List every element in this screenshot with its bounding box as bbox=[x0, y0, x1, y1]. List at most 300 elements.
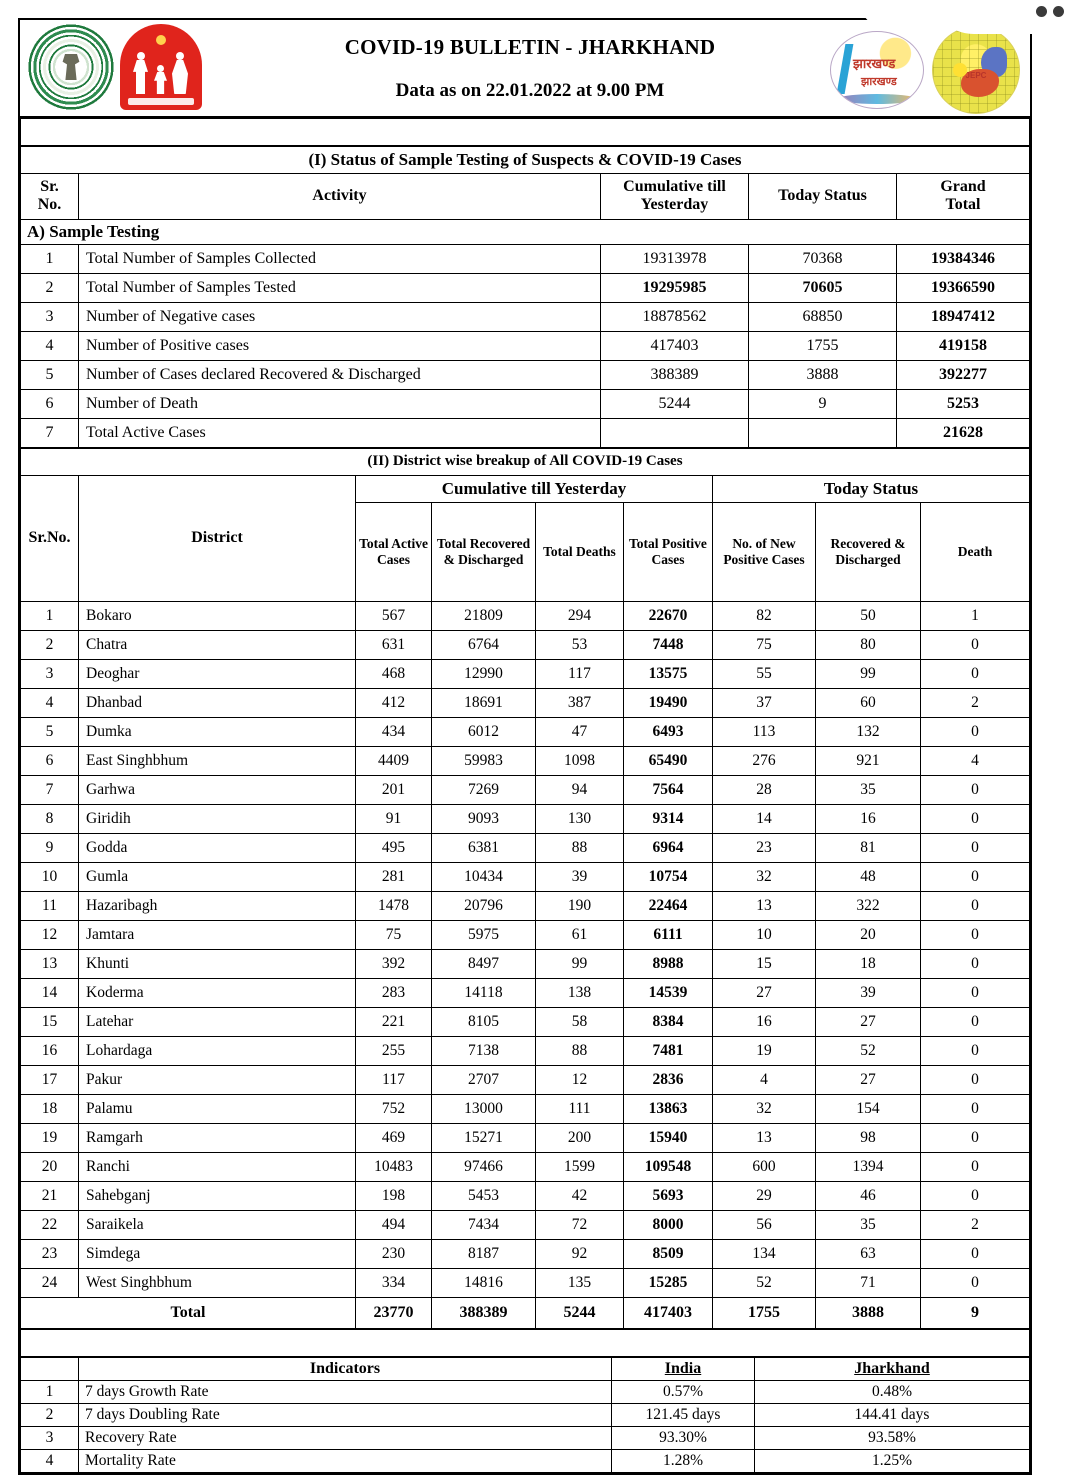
table-row bbox=[21, 389, 1030, 418]
cell-district: Deoghar bbox=[79, 659, 356, 688]
cell-death: 0 bbox=[921, 1239, 1030, 1268]
cell-srno: 3 bbox=[21, 1426, 79, 1449]
cell-jharkhand-value: 93.58% bbox=[755, 1426, 1030, 1449]
cell-total-active: 281 bbox=[356, 862, 432, 891]
cell-total-recovered: 7269 bbox=[432, 775, 536, 804]
district-total-row bbox=[21, 1297, 1030, 1328]
col-header-india bbox=[612, 1357, 755, 1380]
cell-new-positive: 134 bbox=[713, 1239, 816, 1268]
cell-srno: 10 bbox=[21, 862, 79, 891]
cell-death: 0 bbox=[921, 862, 1030, 891]
table-row bbox=[21, 775, 1030, 804]
col-header-grand-total bbox=[897, 174, 1030, 220]
cell-today bbox=[749, 418, 897, 447]
cell-total-active: 23770 bbox=[356, 1297, 432, 1328]
cell-new-positive: 16 bbox=[713, 1007, 816, 1036]
cell-new-positive: 19 bbox=[713, 1036, 816, 1065]
cell-total-recovered: 8497 bbox=[432, 949, 536, 978]
cell-new-positive: 56 bbox=[713, 1210, 816, 1239]
cell-death: 0 bbox=[921, 949, 1030, 978]
cell-recovered-discharged: 35 bbox=[816, 775, 921, 804]
col-header-srno bbox=[21, 174, 79, 220]
cell-district: Ramgarh bbox=[79, 1123, 356, 1152]
cell-recovered-discharged: 154 bbox=[816, 1094, 921, 1123]
cell-total-positive: 13863 bbox=[624, 1094, 713, 1123]
indicator-spacer-table bbox=[20, 1329, 1030, 1357]
cell-total-active: 469 bbox=[356, 1123, 432, 1152]
cell-total-positive: 15285 bbox=[624, 1268, 713, 1297]
cell-new-positive: 13 bbox=[713, 1123, 816, 1152]
cell-activity: Number of Cases declared Recovered & Discharged bbox=[79, 360, 601, 389]
cell-today: 9 bbox=[749, 389, 897, 418]
india-header-underline: India bbox=[664, 1359, 702, 1377]
cell-death: 2 bbox=[921, 1210, 1030, 1239]
cell-total-deaths: 47 bbox=[536, 717, 624, 746]
table-row bbox=[21, 601, 1030, 630]
col-header-district-srno: Sr.No. bbox=[21, 475, 79, 601]
cell-total-deaths: 387 bbox=[536, 688, 624, 717]
table-row bbox=[21, 1426, 1030, 1449]
cell-new-positive: 75 bbox=[713, 630, 816, 659]
cell-new-positive: 32 bbox=[713, 1094, 816, 1123]
cell-srno: 4 bbox=[21, 331, 79, 360]
cell-total-recovered: 6764 bbox=[432, 630, 536, 659]
cell-total-new-positive: 1755 bbox=[713, 1297, 816, 1328]
cell-recovered-discharged: 81 bbox=[816, 833, 921, 862]
cell-cumulative bbox=[601, 418, 749, 447]
cell-total-positive: 6964 bbox=[624, 833, 713, 862]
table-row bbox=[21, 1152, 1030, 1181]
cell-total-deaths: 200 bbox=[536, 1123, 624, 1152]
cell-new-positive: 32 bbox=[713, 862, 816, 891]
cell-srno: 21 bbox=[21, 1181, 79, 1210]
cell-srno: 11 bbox=[21, 891, 79, 920]
cell-total-active: 230 bbox=[356, 1239, 432, 1268]
section1-title-row bbox=[21, 147, 1030, 174]
cell-jharkhand-value: 144.41 days bbox=[755, 1403, 1030, 1426]
cell-total-recovered: 21809 bbox=[432, 601, 536, 630]
cell-total-positive: 8988 bbox=[624, 949, 713, 978]
cell-total-positive: 8000 bbox=[624, 1210, 713, 1239]
table-row bbox=[21, 1380, 1030, 1403]
cell-recovered-discharged: 48 bbox=[816, 862, 921, 891]
cell-total-active: 198 bbox=[356, 1181, 432, 1210]
cell-recovered-discharged: 71 bbox=[816, 1268, 921, 1297]
cell-srno: 5 bbox=[21, 360, 79, 389]
cell-total-recovered: 59983 bbox=[432, 746, 536, 775]
cell-cumulative: 5244 bbox=[601, 389, 749, 418]
overflow-menu-dots-icon[interactable] bbox=[1036, 6, 1064, 17]
cell-total-active: 752 bbox=[356, 1094, 432, 1123]
cell-new-positive: 55 bbox=[713, 659, 816, 688]
table-row bbox=[21, 949, 1030, 978]
table-row bbox=[21, 1268, 1030, 1297]
table-row bbox=[21, 1449, 1030, 1472]
cell-recovered-discharged: 20 bbox=[816, 920, 921, 949]
cell-death: 0 bbox=[921, 833, 1030, 862]
cell-total-deaths: 58 bbox=[536, 1007, 624, 1036]
cell-total-recovered: 6012 bbox=[432, 717, 536, 746]
cell-death: 0 bbox=[921, 920, 1030, 949]
cell-district: Chatra bbox=[79, 630, 356, 659]
cell-total-deaths: 1599 bbox=[536, 1152, 624, 1181]
cell-srno: 5 bbox=[21, 717, 79, 746]
cell-indicator: Recovery Rate bbox=[79, 1426, 612, 1449]
col-header-cumulative bbox=[601, 174, 749, 220]
cell-srno: 6 bbox=[21, 746, 79, 775]
cell-activity: Number of Negative cases bbox=[79, 302, 601, 331]
cell-new-positive: 15 bbox=[713, 949, 816, 978]
jharkhand-globe-emblem-icon bbox=[932, 26, 1020, 114]
cell-total-positive: 22464 bbox=[624, 891, 713, 920]
cell-today: 70605 bbox=[749, 273, 897, 302]
group-header-cumulative: Cumulative till Yesterday bbox=[356, 475, 713, 502]
cell-recovered-discharged: 27 bbox=[816, 1065, 921, 1094]
cell-new-positive: 29 bbox=[713, 1181, 816, 1210]
cell-total-recovered: 388389 bbox=[432, 1297, 536, 1328]
cell-srno: 12 bbox=[21, 920, 79, 949]
cell-jharkhand-value: 0.48% bbox=[755, 1380, 1030, 1403]
col-header-jharkhand bbox=[755, 1357, 1030, 1380]
cell-total-active: 495 bbox=[356, 833, 432, 862]
cell-total-recovered: 9093 bbox=[432, 804, 536, 833]
cell-india-value: 0.57% bbox=[612, 1380, 755, 1403]
cell-district: Bokaro bbox=[79, 601, 356, 630]
cell-total-recovered: 8105 bbox=[432, 1007, 536, 1036]
cell-total-positive: 7481 bbox=[624, 1036, 713, 1065]
cell-total-death: 9 bbox=[921, 1297, 1030, 1328]
cell-total-active: 283 bbox=[356, 978, 432, 1007]
cell-total-recovered: 10434 bbox=[432, 862, 536, 891]
cell-total-recovered: 7138 bbox=[432, 1036, 536, 1065]
cell-total-positive: 9314 bbox=[624, 804, 713, 833]
cell-total-recovered: 2707 bbox=[432, 1065, 536, 1094]
cell-recovered-discharged: 16 bbox=[816, 804, 921, 833]
table-row bbox=[21, 1036, 1030, 1065]
col-header-total-positive-cases: Total Positive Cases bbox=[624, 502, 713, 601]
cell-grand-total: 19384346 bbox=[897, 244, 1030, 273]
cell-recovered-discharged: 35 bbox=[816, 1210, 921, 1239]
cell-new-positive: 600 bbox=[713, 1152, 816, 1181]
cell-srno: 20 bbox=[21, 1152, 79, 1181]
cell-district: Simdega bbox=[79, 1239, 356, 1268]
cell-total-deaths: 61 bbox=[536, 920, 624, 949]
cell-total-recovered-discharged: 3888 bbox=[816, 1297, 921, 1328]
cell-death: 0 bbox=[921, 717, 1030, 746]
spacer-row-2 bbox=[21, 1329, 1030, 1356]
group-label-sample-testing: A) Sample Testing bbox=[21, 219, 1030, 244]
cell-total-positive: 109548 bbox=[624, 1152, 713, 1181]
table-row bbox=[21, 659, 1030, 688]
cell-total-active: 434 bbox=[356, 717, 432, 746]
cell-total-positive: 8509 bbox=[624, 1239, 713, 1268]
col-header-total-active-cases: Total Active Cases bbox=[356, 502, 432, 601]
spacer-row bbox=[21, 119, 1030, 146]
table-row bbox=[21, 804, 1030, 833]
cell-total-deaths: 130 bbox=[536, 804, 624, 833]
cell-district: Khunti bbox=[79, 949, 356, 978]
header-spacer-table bbox=[20, 118, 1030, 146]
col-header-today-status: Today Status bbox=[749, 174, 897, 220]
cell-total-deaths: 117 bbox=[536, 659, 624, 688]
cell-srno: 1 bbox=[21, 601, 79, 630]
cell-srno: 3 bbox=[21, 302, 79, 331]
cell-district: Hazaribagh bbox=[79, 891, 356, 920]
cell-total-deaths: 5244 bbox=[536, 1297, 624, 1328]
cell-total-active: 412 bbox=[356, 688, 432, 717]
cell-total-deaths: 135 bbox=[536, 1268, 624, 1297]
cell-total-recovered: 7434 bbox=[432, 1210, 536, 1239]
cell-total-recovered: 14118 bbox=[432, 978, 536, 1007]
cell-srno: 22 bbox=[21, 1210, 79, 1239]
cell-total-positive: 6493 bbox=[624, 717, 713, 746]
table-row bbox=[21, 1403, 1030, 1426]
cell-new-positive: 4 bbox=[713, 1065, 816, 1094]
cell-cumulative: 18878562 bbox=[601, 302, 749, 331]
cell-death: 0 bbox=[921, 1065, 1030, 1094]
cell-total-recovered: 12990 bbox=[432, 659, 536, 688]
table-row bbox=[21, 302, 1030, 331]
cell-total-positive: 22670 bbox=[624, 601, 713, 630]
cell-recovered-discharged: 46 bbox=[816, 1181, 921, 1210]
cell-total-recovered: 97466 bbox=[432, 1152, 536, 1181]
cell-district: Dhanbad bbox=[79, 688, 356, 717]
cell-district: Pakur bbox=[79, 1065, 356, 1094]
col-header-grand-line1: Grand bbox=[940, 178, 986, 195]
cell-death: 0 bbox=[921, 1152, 1030, 1181]
cell-srno: 1 bbox=[21, 244, 79, 273]
table-row bbox=[21, 688, 1030, 717]
indicators-body bbox=[21, 1380, 1030, 1472]
cell-total-positive: 7564 bbox=[624, 775, 713, 804]
cell-district: Ranchi bbox=[79, 1152, 356, 1181]
cell-district: East Singhbhum bbox=[79, 746, 356, 775]
cell-total-deaths: 294 bbox=[536, 601, 624, 630]
cell-srno: 8 bbox=[21, 804, 79, 833]
cell-grand-total: 18947412 bbox=[897, 302, 1030, 331]
cell-srno: 7 bbox=[21, 418, 79, 447]
data-timestamp: Data as on 22.01.2022 at 9.00 PM bbox=[395, 79, 665, 101]
table-row bbox=[21, 273, 1030, 302]
cell-total-deaths: 1098 bbox=[536, 746, 624, 775]
cell-recovered-discharged: 98 bbox=[816, 1123, 921, 1152]
cell-recovered-discharged: 1394 bbox=[816, 1152, 921, 1181]
table-row bbox=[21, 1123, 1030, 1152]
col-header-srno-line1: Sr. bbox=[40, 178, 59, 195]
cell-srno: 9 bbox=[21, 833, 79, 862]
cell-srno: 16 bbox=[21, 1036, 79, 1065]
table-row bbox=[21, 717, 1030, 746]
cell-total-positive: 5693 bbox=[624, 1181, 713, 1210]
table-row bbox=[21, 862, 1030, 891]
cell-new-positive: 113 bbox=[713, 717, 816, 746]
cell-total-active: 392 bbox=[356, 949, 432, 978]
cell-total-deaths: 88 bbox=[536, 833, 624, 862]
sample-testing-group-row bbox=[21, 219, 1030, 244]
cell-total-positive: 2836 bbox=[624, 1065, 713, 1094]
table-row bbox=[21, 1181, 1030, 1210]
table-row bbox=[21, 630, 1030, 659]
col-header-cumulative-line2: Yesterday bbox=[640, 196, 709, 214]
cell-srno: 15 bbox=[21, 1007, 79, 1036]
globe-logo-text: JEPC bbox=[965, 71, 987, 80]
spacer-cell bbox=[21, 119, 1030, 146]
cell-district: Gumla bbox=[79, 862, 356, 891]
col-header-indicators: Indicators bbox=[79, 1357, 612, 1380]
cell-activity: Total Number of Samples Tested bbox=[79, 273, 601, 302]
cell-indicator: Mortality Rate bbox=[79, 1449, 612, 1472]
cell-district: Lohardaga bbox=[79, 1036, 356, 1065]
cell-new-positive: 23 bbox=[713, 833, 816, 862]
cell-total-deaths: 12 bbox=[536, 1065, 624, 1094]
col-header-recovered-discharged: Recovered & Discharged bbox=[816, 502, 921, 601]
cell-district: Koderma bbox=[79, 978, 356, 1007]
cell-srno: 17 bbox=[21, 1065, 79, 1094]
section2-title: (II) District wise breakup of All COVID-19 Cases bbox=[21, 448, 1030, 475]
swachh-jharkhand-logo-icon bbox=[830, 31, 924, 109]
cell-total-active: 468 bbox=[356, 659, 432, 688]
cell-district: Godda bbox=[79, 833, 356, 862]
cell-total-deaths: 72 bbox=[536, 1210, 624, 1239]
cell-activity: Total Active Cases bbox=[79, 418, 601, 447]
cell-death: 2 bbox=[921, 688, 1030, 717]
cell-total-recovered: 5453 bbox=[432, 1181, 536, 1210]
cell-srno: 2 bbox=[21, 273, 79, 302]
cell-district: Jamtara bbox=[79, 920, 356, 949]
cell-recovered-discharged: 63 bbox=[816, 1239, 921, 1268]
cell-new-positive: 52 bbox=[713, 1268, 816, 1297]
cell-srno: 14 bbox=[21, 978, 79, 1007]
cell-death: 0 bbox=[921, 1094, 1030, 1123]
cell-today: 1755 bbox=[749, 331, 897, 360]
table-row bbox=[21, 746, 1030, 775]
cell-indicator: 7 days Growth Rate bbox=[79, 1380, 612, 1403]
cell-death: 0 bbox=[921, 1007, 1030, 1036]
cell-total-positive: 19490 bbox=[624, 688, 713, 717]
cell-recovered-discharged: 921 bbox=[816, 746, 921, 775]
cell-total-deaths: 42 bbox=[536, 1181, 624, 1210]
cell-total-active: 10483 bbox=[356, 1152, 432, 1181]
cell-recovered-discharged: 322 bbox=[816, 891, 921, 920]
cell-total-positive: 15940 bbox=[624, 1123, 713, 1152]
spacer-cell-2 bbox=[21, 1329, 1030, 1356]
cell-death: 0 bbox=[921, 1036, 1030, 1065]
cell-recovered-discharged: 18 bbox=[816, 949, 921, 978]
table-row bbox=[21, 360, 1030, 389]
cell-india-value: 1.28% bbox=[612, 1449, 755, 1472]
table-row bbox=[21, 1210, 1030, 1239]
cell-death: 0 bbox=[921, 1181, 1030, 1210]
cell-total-label: Total bbox=[21, 1297, 356, 1328]
cell-death: 0 bbox=[921, 630, 1030, 659]
cell-srno: 19 bbox=[21, 1123, 79, 1152]
section2-group-header-row bbox=[21, 475, 1030, 502]
cell-total-active: 75 bbox=[356, 920, 432, 949]
cell-death: 0 bbox=[921, 891, 1030, 920]
cell-district: Palamu bbox=[79, 1094, 356, 1123]
cell-new-positive: 82 bbox=[713, 601, 816, 630]
col-header-cumulative-line1: Cumulative till bbox=[623, 178, 726, 195]
cell-total-positive: 13575 bbox=[624, 659, 713, 688]
cell-cumulative: 19295985 bbox=[601, 273, 749, 302]
indicators-table bbox=[20, 1357, 1030, 1473]
cell-today: 70368 bbox=[749, 244, 897, 273]
cell-new-positive: 276 bbox=[713, 746, 816, 775]
cell-death: 4 bbox=[921, 746, 1030, 775]
cell-activity: Total Number of Samples Collected bbox=[79, 244, 601, 273]
cell-total-active: 255 bbox=[356, 1036, 432, 1065]
cell-new-positive: 37 bbox=[713, 688, 816, 717]
cell-total-deaths: 53 bbox=[536, 630, 624, 659]
cell-total-positive: 65490 bbox=[624, 746, 713, 775]
cell-recovered-discharged: 99 bbox=[816, 659, 921, 688]
cell-cumulative: 417403 bbox=[601, 331, 749, 360]
cell-today: 68850 bbox=[749, 302, 897, 331]
table-row bbox=[21, 1007, 1030, 1036]
cell-death: 0 bbox=[921, 1123, 1030, 1152]
document-frame bbox=[18, 18, 1032, 1475]
cell-indicator: 7 days Doubling Rate bbox=[79, 1403, 612, 1426]
cell-total-recovered: 15271 bbox=[432, 1123, 536, 1152]
cell-total-recovered: 20796 bbox=[432, 891, 536, 920]
document-header bbox=[20, 20, 1030, 118]
cell-total-positive: 8384 bbox=[624, 1007, 713, 1036]
cell-srno: 24 bbox=[21, 1268, 79, 1297]
cell-recovered-discharged: 27 bbox=[816, 1007, 921, 1036]
cell-activity: Number of Death bbox=[79, 389, 601, 418]
cell-recovered-discharged: 50 bbox=[816, 601, 921, 630]
jharkhand-government-emblem-icon bbox=[28, 24, 114, 110]
cell-total-recovered: 6381 bbox=[432, 833, 536, 862]
cell-india-value: 121.45 days bbox=[612, 1403, 755, 1426]
cell-total-positive: 7448 bbox=[624, 630, 713, 659]
section2-title-row bbox=[21, 448, 1030, 475]
sample-testing-body bbox=[21, 244, 1030, 447]
cell-total-recovered: 13000 bbox=[432, 1094, 536, 1123]
table-row bbox=[21, 833, 1030, 862]
cell-death: 1 bbox=[921, 601, 1030, 630]
cell-total-active: 567 bbox=[356, 601, 432, 630]
cell-total-deaths: 99 bbox=[536, 949, 624, 978]
table-row bbox=[21, 1065, 1030, 1094]
cell-death: 0 bbox=[921, 659, 1030, 688]
cell-total-positive: 14539 bbox=[624, 978, 713, 1007]
col-header-grand-line2: Total bbox=[945, 196, 981, 214]
cell-district: Latehar bbox=[79, 1007, 356, 1036]
table-row bbox=[21, 1094, 1030, 1123]
col-header-total-recovered-discharged: Total Recovered & Discharged bbox=[432, 502, 536, 601]
cell-total-recovered: 8187 bbox=[432, 1239, 536, 1268]
jharkhand-logo-text-2: झारखण्ड bbox=[861, 76, 897, 88]
cell-death: 0 bbox=[921, 978, 1030, 1007]
cell-today: 3888 bbox=[749, 360, 897, 389]
cell-srno: 1 bbox=[21, 1380, 79, 1403]
cell-india-value: 93.30% bbox=[612, 1426, 755, 1449]
cell-district: Saraikela bbox=[79, 1210, 356, 1239]
cell-total-active: 4409 bbox=[356, 746, 432, 775]
group-header-today: Today Status bbox=[713, 475, 1030, 502]
cell-srno: 4 bbox=[21, 688, 79, 717]
jharkhand-logo-text-1: झारखण्ड bbox=[853, 56, 896, 71]
table-row bbox=[21, 1239, 1030, 1268]
table-row bbox=[21, 331, 1030, 360]
col-header-new-positive-cases: No. of New Positive Cases bbox=[713, 502, 816, 601]
cell-death: 0 bbox=[921, 804, 1030, 833]
cell-total-positive: 6111 bbox=[624, 920, 713, 949]
cell-grand-total: 19366590 bbox=[897, 273, 1030, 302]
cell-total-recovered: 18691 bbox=[432, 688, 536, 717]
cell-grand-total: 5253 bbox=[897, 389, 1030, 418]
